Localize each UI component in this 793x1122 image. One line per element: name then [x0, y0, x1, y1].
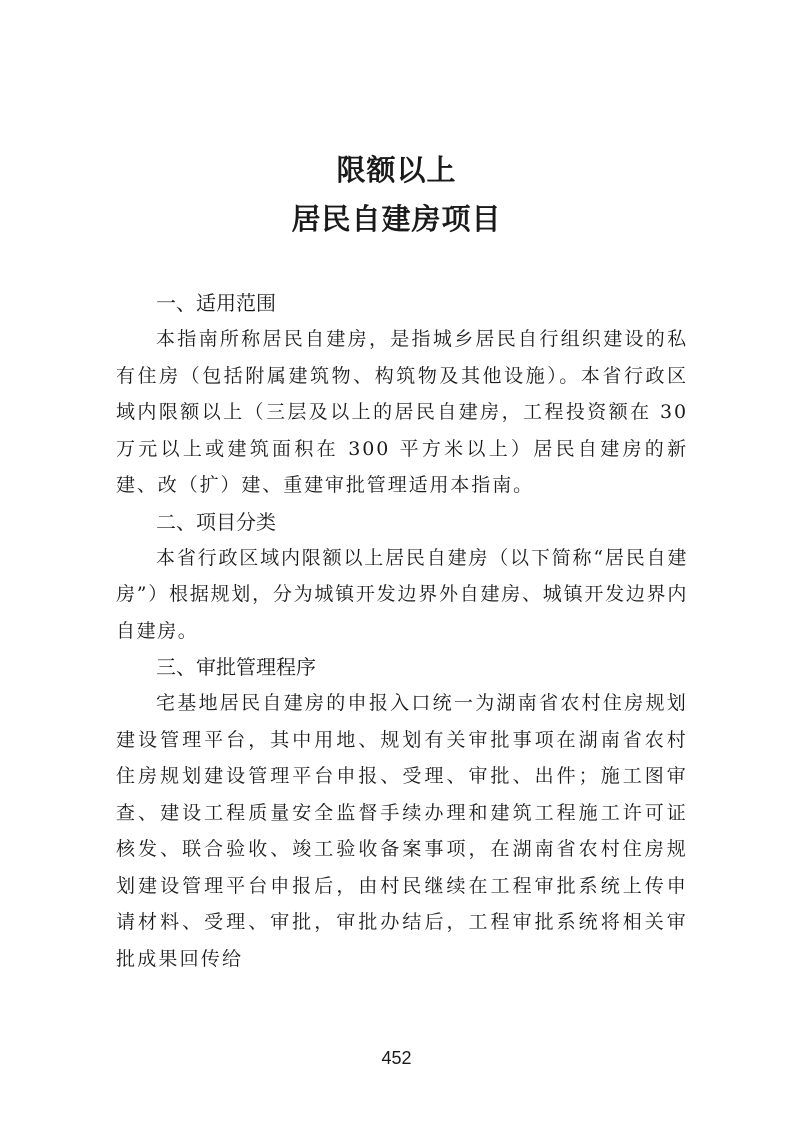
- page-title-line-1: 限额以上: [336, 153, 457, 187]
- section-paragraph-procedure: 宅基地居民自建房的申报入口统一为湖南省农村住房规划建设管理平台，其中用地、规划有关审批事项在湖南省农村住房规划建设管理平台申报、受理、审批、出件；施工图审查、建设工程质量安全监督手续办理和建筑工程施工许可证核发、联合验收、竣工验收备案事项，在湖南省农村住房规划建设管理平台申报后，由村民继续在工程审批系统上传申请材料、受理、审批，审批办结后，工程审批系统将相关审批成果回传给: [116, 692, 688, 970]
- section-heading-scope: 一、适用范围: [156, 291, 276, 315]
- section-heading-procedure: 三、审批管理程序: [156, 655, 316, 679]
- section-heading-classification: 二、项目分类: [156, 509, 276, 534]
- document-body: [116, 285, 688, 977]
- section-paragraph-scope: 本指南所称居民自建房，是指城乡居民自行组织建设的私有住房（包括附属建筑物、构筑物及其他设施）。本省行政区域内限额以上（三层及以上的居民自建房，工程投资额在 30 万元以上或建筑面积在 300 平方米以上）居民自建房的新建、改（扩）建、重建审批管理适用本指南。: [116, 328, 688, 496]
- section-paragraph-classification: 本省行政区域内限额以上居民自建房（以下简称“居民自建房”）根据规划，分为城镇开发边界外自建房、城镇开发边界内自建房。: [116, 546, 688, 642]
- page-number: 452: [381, 1048, 412, 1068]
- page-title-line-2: 居民自建房项目: [291, 202, 502, 236]
